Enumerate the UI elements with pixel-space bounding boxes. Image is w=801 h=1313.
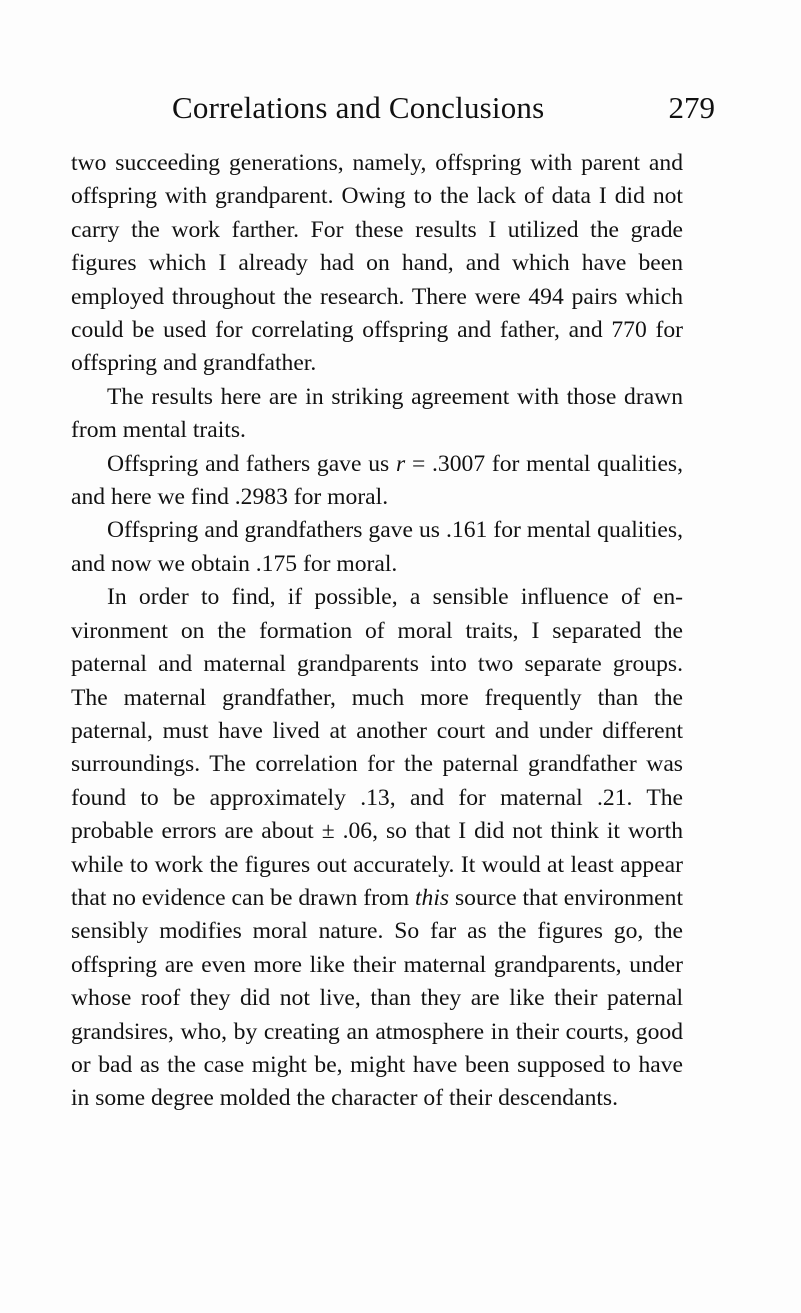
paragraph-5 (71, 581, 683, 1116)
paragraph-4: Offspring and grandfathers gave us .161 for mental qualities, and now we obtain .175 for moral. (71, 517, 683, 577)
paragraph-1: two succeeding generations, namely, offspring with parent and offspring with grandparent. Owing to the lack of data I did not carry the work farther. For these results I utilized the grade figures which I already had on hand, and which have been employed throughout the research. There were 494 pairs which could be used for correlating offspring and father, and 770 for offspring and grandfather. (71, 150, 683, 377)
paragraph-2: The results here are in striking agreement with those drawn from mental traits. (71, 383, 683, 444)
paragraph-3-end: = .3007 for mental qualities, and here we find .2983 for moral. (71, 450, 684, 511)
running-head (160, 90, 715, 130)
body-text (71, 147, 683, 1116)
paragraph-3 (71, 448, 683, 515)
emphasis-word: this (414, 884, 450, 911)
correlation-variable: r (395, 450, 406, 477)
paragraph-5-end: source that environment sensibly modifies moral nature. So far as the figures go, the offspring are even more like their maternal grandparents, under whose roof they did not live, than they are like their paternal grandsires, who, by creating an atmosphere in their courts, good or bad as the case might be, might have been supposed to have in some degree molded the character of their descendants. (71, 884, 683, 1112)
page-number: 279 (668, 90, 715, 125)
paragraph-5-start: In order to find, if possible, a sensible influence of environment on the formation of moral traits, I separated the paternal and maternal grandparents into two separate groups. The maternal grandfather, much more frequently than the paternal, must have lived at another court and under different surroundings. The correlation for the paternal grandfather was found to be approximately .13, and for maternal .21. The probable errors are about ± .06, so that I did not think it worth while to work the figures out accurately. It would at least appear that no evidence can be drawn from (71, 584, 683, 911)
chapter-title: Correlations and Conclusions (172, 90, 545, 125)
paragraph-3-start: Offspring and fathers gave us (107, 450, 396, 477)
